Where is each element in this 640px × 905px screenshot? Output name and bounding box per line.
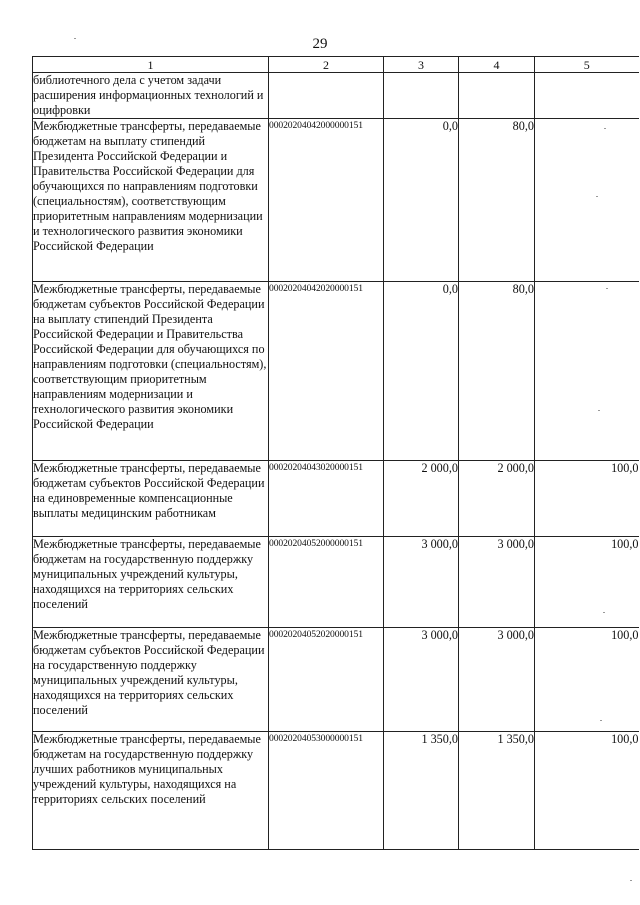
row-name: Межбюджетные трансферты, передаваемые бюджетам субъектов Российской Федерации на государственную поддержку муниципальных учреждений культуры, находящихся на территориях сельских поселений [33,628,269,732]
row-value-5 [535,282,639,461]
row-value-4 [459,73,535,119]
column-header-3: 3 [384,57,459,73]
scan-speck [606,288,608,289]
row-code: 00020204053000000151 [269,732,384,850]
column-header-5: 5 [535,57,639,73]
row-value-3: 0,0 [384,119,459,282]
row-value-5: 100,0 [535,537,639,628]
table-row [33,732,639,850]
table-row [33,282,639,461]
row-name: Межбюджетные трансферты, передаваемые бюджетам на государственную поддержку лучших работников муниципальных учреждений культуры, находящихся на территориях сельских поселений [33,732,269,850]
row-value-4: 2 000,0 [459,461,535,537]
header-row [33,57,639,73]
scan-speck [603,612,605,613]
scan-speck [74,38,76,39]
row-name: библиотечного дела с учетом задачи расширения информационных технологий и оцифровки [33,73,269,119]
table-row [33,537,639,628]
scan-speck [596,196,598,197]
row-value-3: 3 000,0 [384,537,459,628]
budget-table [32,56,639,850]
scan-speck [600,720,602,721]
row-value-3: 0,0 [384,282,459,461]
row-value-4: 3 000,0 [459,628,535,732]
column-header-2: 2 [269,57,384,73]
row-value-5 [535,73,639,119]
row-code: 00020204042000000151 [269,119,384,282]
row-value-4: 80,0 [459,119,535,282]
column-header-4: 4 [459,57,535,73]
row-name: Межбюджетные трансферты, передаваемые бюджетам субъектов Российской Федерации на единовременные компенсационные выплаты медицинским работникам [33,461,269,537]
row-code: 00020204052020000151 [269,628,384,732]
row-value-5: 100,0 [535,732,639,850]
scan-speck [604,128,606,129]
table-row [33,628,639,732]
row-value-5 [535,119,639,282]
row-name: Межбюджетные трансферты, передаваемые бюджетам субъектов Российской Федерации на выплату стипендий Президента Российской Федерации и Правительства Российской Федерации для обучающихся по направлениям подготовки (специальностям), соответствующим приоритетным направлениям модернизации и технологического развития экономики Российской Федерации [33,282,269,461]
row-name: Межбюджетные трансферты, передаваемые бюджетам на государственную поддержку муниципальных учреждений культуры, находящихся на территориях сельских поселений [33,537,269,628]
row-value-4: 1 350,0 [459,732,535,850]
row-value-5: 100,0 [535,628,639,732]
table-row [33,119,639,282]
row-value-4: 3 000,0 [459,537,535,628]
row-value-3: 3 000,0 [384,628,459,732]
row-value-3: 2 000,0 [384,461,459,537]
row-code [269,73,384,119]
row-value-4: 80,0 [459,282,535,461]
page-number: 29 [312,36,328,52]
table-row [33,73,639,119]
row-value-5: 100,0 [535,461,639,537]
column-header-1: 1 [33,57,269,73]
row-name: Межбюджетные трансферты, передаваемые бюджетам на выплату стипендий Президента Российской Федерации и Правительства Российской Федерации для обучающихся по направлениям подготовки (специальностям), соответствующим приоритетным направлениям модернизации и технологического развития экономики Российской Федерации [33,119,269,282]
row-code: 00020204042020000151 [269,282,384,461]
row-value-3: 1 350,0 [384,732,459,850]
table-row [33,461,639,537]
scan-speck [630,880,632,881]
row-value-3 [384,73,459,119]
row-code: 00020204043020000151 [269,461,384,537]
row-code: 00020204052000000151 [269,537,384,628]
scan-speck [598,410,600,411]
